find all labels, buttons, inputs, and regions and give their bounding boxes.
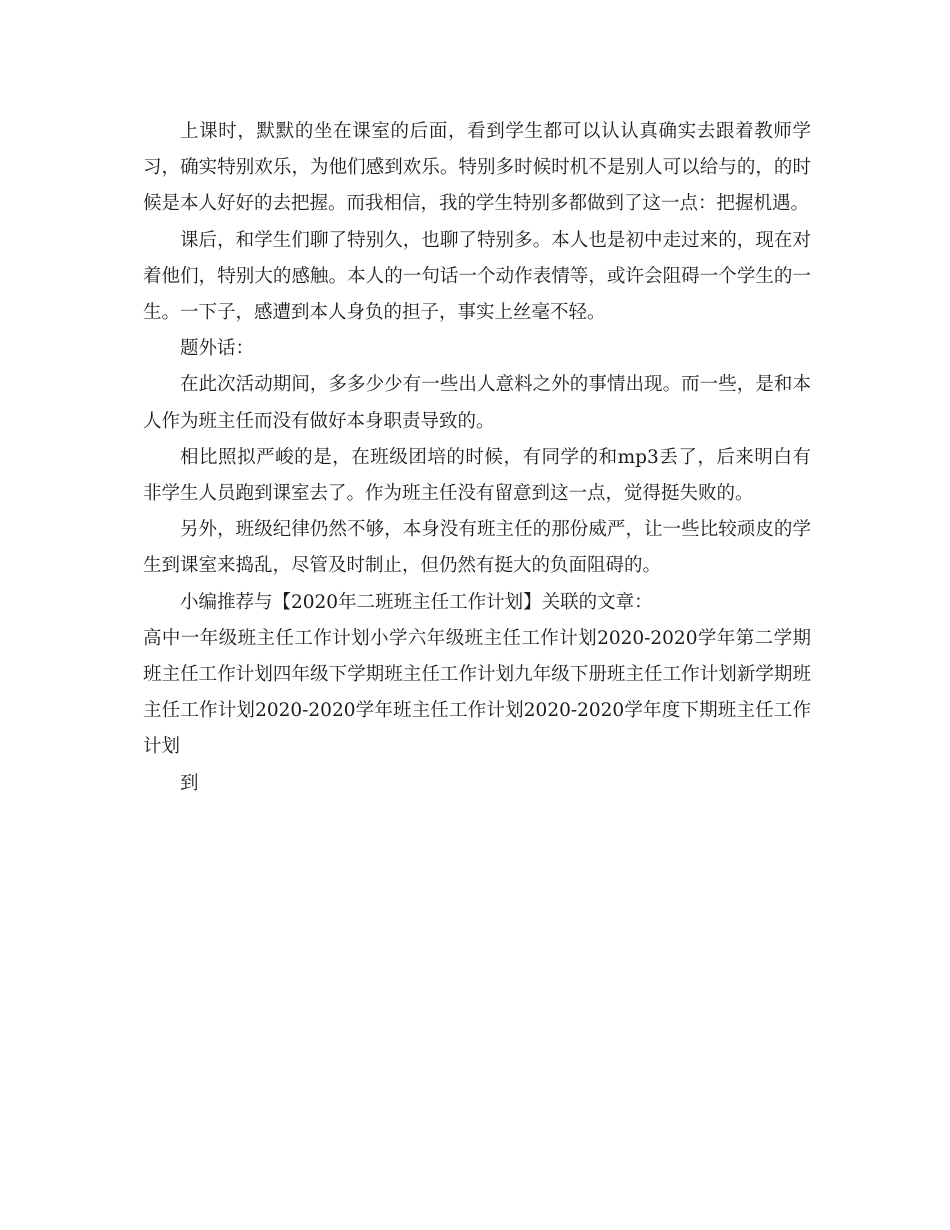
paragraph-unexpected-events: 在此次活动期间，多多少少有一些出人意料之外的事情出现。而一些，是和本人作为班主任而没有做好本身职责导致的。 (143, 374, 811, 432)
paragraph-related-articles-heading: 小编推荐与【2020年二班班主任工作计划】关联的文章： (180, 591, 653, 613)
paragraph-after-class: 课后，和学生们聊了特别久，也聊了特别多。本人也是初中走过来的，现在对着他们，特别大的感触。本人的一句话一个动作表情等，或许会阻碍一个学生的一生。一下子，感遭到本人身负的担子，事实上丝毫不轻。 (143, 229, 811, 324)
paragraph-aside-heading: 题外话： (180, 338, 255, 360)
document-body (143, 114, 811, 802)
paragraph-classroom-observation: 上课时，默默的坐在课室的后面，看到学生都可以认认真确实去跟着教师学习，确实特别欢乐，为他们感到欢乐。特别多时候时机不是别人可以给与的，的时候是本人好好的去把握。而我相信，我的学生特别多都做到了这一点：把握机遇。 (143, 121, 811, 215)
paragraph-related-articles-list: 高中一年级班主任工作计划小学六年级班主任工作计划2020-2020学年第二学期班主任工作计划四年级下学期班主任工作计划九年级下册班主任工作计划新学期班主任工作计划2020-2020学年班主任工作计划2020-2020学年度下期班主任工作计划 (143, 627, 811, 758)
paragraph-class-discipline: 另外，班级纪律仍然不够，本身没有班主任的那份威严，让一些比较顽皮的学生到课室来捣乱，尽管及时制止，但仍然有挺大的负面阻碍的。 (143, 519, 811, 577)
paragraph-lost-items: 相比照拟严峻的是，在班级团培的时候，有同学的和mp3丢了，后来明白有非学生人员跑到课室去了。作为班主任没有留意到这一点，觉得挺失败的。 (143, 446, 811, 505)
paragraph-closing: 到 (180, 772, 199, 794)
